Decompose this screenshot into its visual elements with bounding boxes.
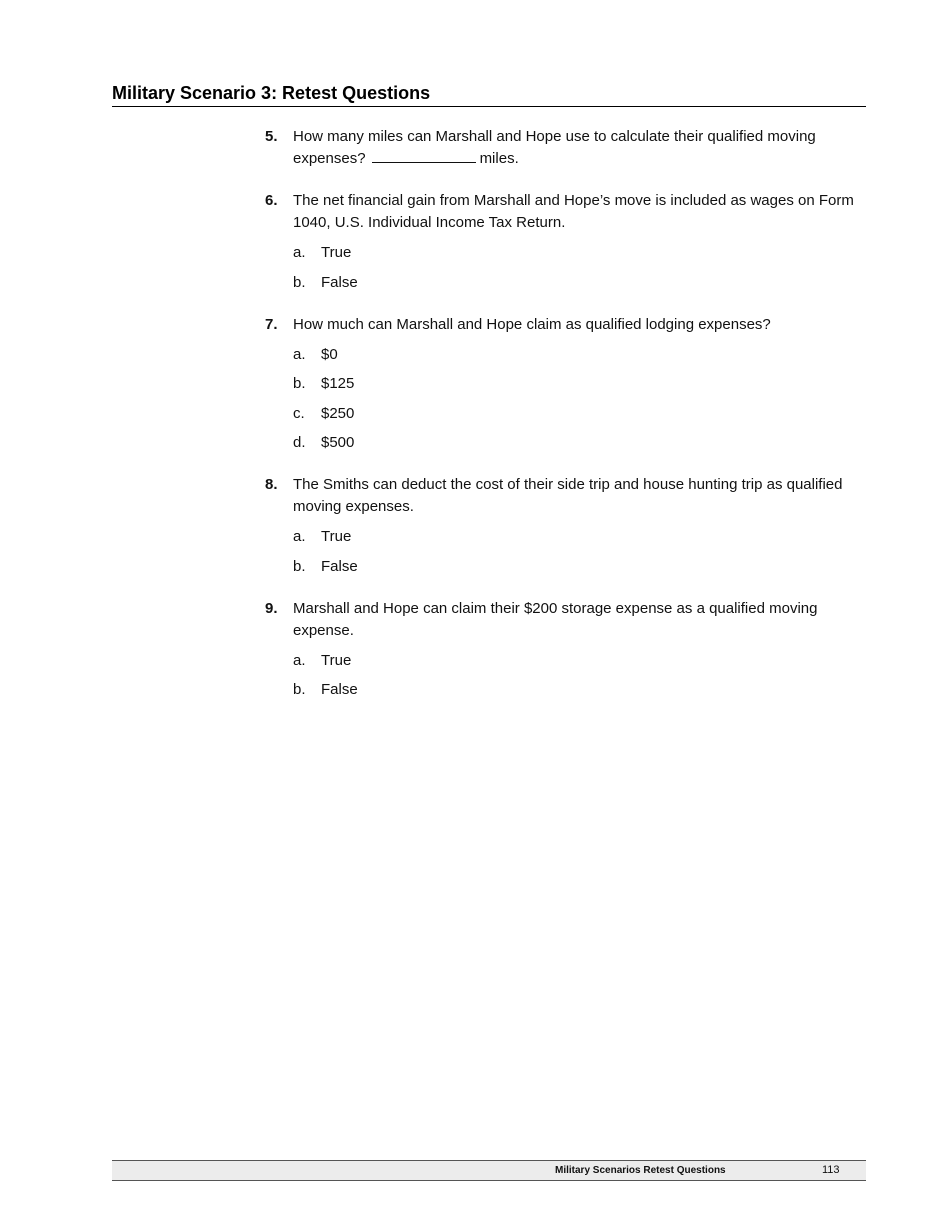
- question-number: 8.: [265, 476, 278, 493]
- answer-option: [293, 242, 865, 264]
- option-letter: a.: [293, 345, 306, 363]
- option-letter: c.: [293, 404, 305, 422]
- option-text: $250: [321, 404, 355, 422]
- answer-option: [293, 373, 865, 395]
- option-letter: b.: [293, 557, 306, 575]
- question-number: 5.: [265, 128, 278, 145]
- option-letter: a.: [293, 528, 306, 545]
- option-letter: b.: [293, 681, 306, 698]
- option-text: $0: [321, 345, 338, 363]
- question-text: How much can Marshall and Hope claim as qualified lodging expenses?: [293, 315, 771, 333]
- footer-title: Military Scenarios Retest Questions: [555, 1165, 726, 1176]
- answer-option: [293, 344, 865, 366]
- question-number: 6.: [265, 192, 278, 209]
- question-text-before-blank: How many miles can Marshall and Hope use to calculate their qualified moving expenses?: [293, 128, 816, 167]
- answer-options: [293, 242, 865, 294]
- question-text: The net financial gain from Marshall and Hope’s move is included as wages on Form 1040, U.S. Individual Income Tax Return.: [293, 192, 854, 231]
- answer-blank-line: [372, 148, 476, 163]
- option-text: True: [321, 528, 352, 545]
- question-6: [265, 190, 865, 294]
- answer-option: [293, 526, 865, 548]
- option-text: True: [321, 244, 352, 261]
- question-text: The Smiths can deduct the cost of their side trip and house hunting trip as qualified moving expenses.: [293, 476, 843, 515]
- option-letter: b.: [293, 375, 306, 392]
- option-text: False: [321, 273, 358, 291]
- answer-option: [293, 679, 865, 701]
- answer-options: [293, 344, 865, 455]
- option-text: True: [321, 651, 352, 669]
- question-7: [265, 314, 865, 455]
- answer-option: [293, 403, 865, 425]
- question-number: 7.: [265, 315, 278, 333]
- question-text-after-blank: miles.: [479, 150, 519, 167]
- option-letter: a.: [293, 244, 306, 261]
- option-text: $500: [321, 434, 355, 451]
- page-title: Military Scenario 3: Retest Questions: [112, 83, 431, 103]
- option-letter: d.: [293, 434, 306, 451]
- answer-options: [293, 526, 865, 578]
- option-text: False: [321, 681, 358, 698]
- question-9: [265, 598, 865, 702]
- question-5: [265, 126, 865, 170]
- question-text: Marshall and Hope can claim their $200 storage expense as a qualified moving expense.: [293, 599, 818, 639]
- page-number: 113: [822, 1164, 840, 1176]
- question-number: 9.: [265, 599, 278, 617]
- option-letter: a.: [293, 651, 306, 669]
- answer-option: [293, 432, 865, 454]
- answer-options: [293, 650, 865, 702]
- answer-option: [293, 650, 865, 672]
- page-footer: [112, 1160, 866, 1181]
- question-8: [265, 474, 865, 578]
- option-text: False: [321, 557, 358, 575]
- option-letter: b.: [293, 273, 306, 291]
- question-list: [265, 126, 865, 721]
- question-text: [293, 126, 865, 170]
- answer-option: [293, 272, 865, 294]
- option-text: $125: [321, 375, 355, 392]
- page-header: [112, 82, 866, 107]
- answer-option: [293, 556, 865, 578]
